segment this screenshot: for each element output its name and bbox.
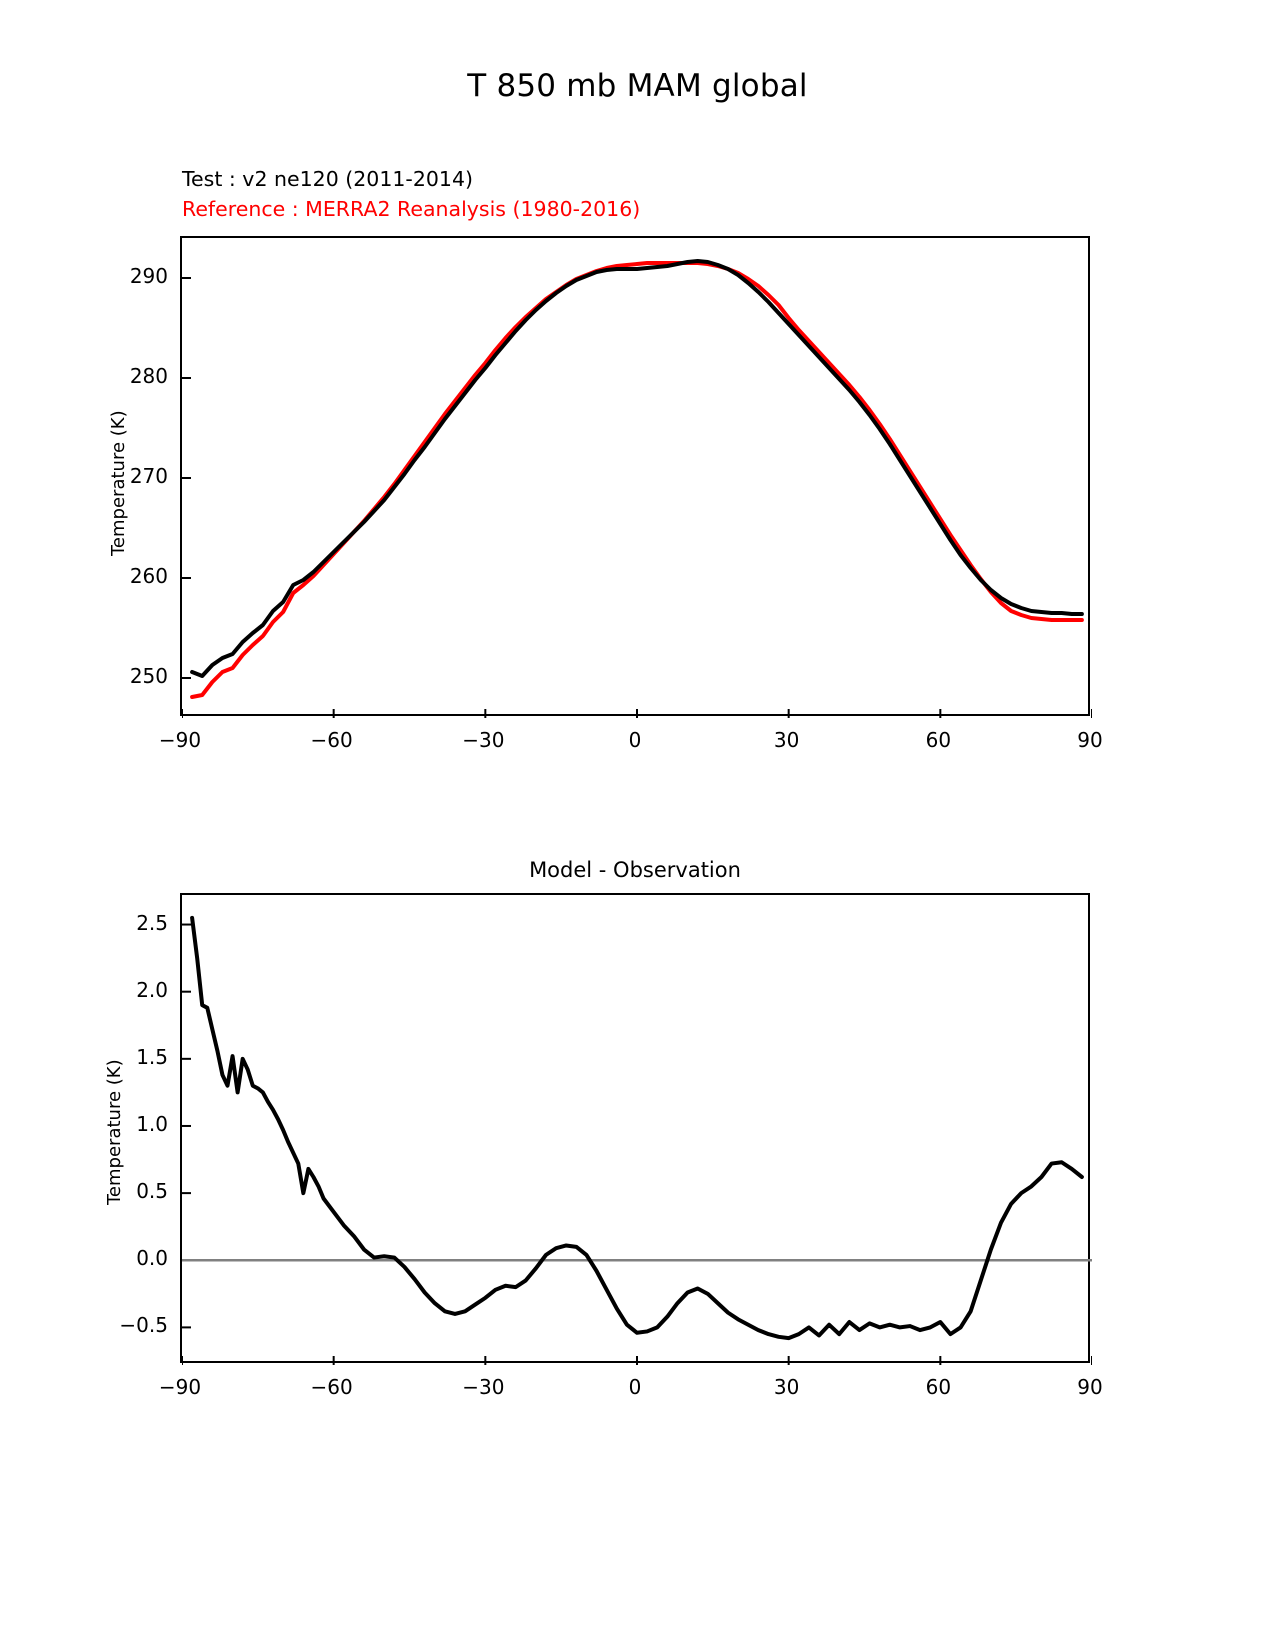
x-tick-label: −30 [462,1375,505,1399]
y-tick-label: 2.0 [136,977,168,1002]
y-tick-label: 290 [129,264,168,288]
top-panel-test-line [192,261,1082,676]
x-tick-label: −60 [310,1375,353,1399]
bottom-panel-chart [182,895,1092,1365]
y-tick-label: 250 [129,664,168,688]
top-panel-y-axis-label: Temperature (K) [108,410,129,556]
page-title: T 850 mb MAM global [467,68,808,104]
bottom-panel-difference-line [192,918,1082,1338]
y-tick-label: 260 [129,564,168,588]
bottom-panel-title: Model - Observation [529,858,741,882]
y-tick-label: 0.5 [136,1179,168,1204]
x-tick-label: −30 [462,728,505,752]
top-panel-reference-line [192,263,1082,697]
x-tick-label: 0 [628,1375,642,1399]
top-panel-plot-area [180,236,1090,716]
legend-reference-entry: Reference : MERRA2 Reanalysis (1980-2016) [182,196,641,221]
top-panel-tick-marks [182,278,1092,718]
y-tick-label: 1.5 [136,1044,168,1069]
x-tick-label: 60 [925,728,952,752]
x-tick-label: −90 [158,728,202,752]
top-panel-chart [182,238,1092,718]
y-tick-label: 270 [129,464,168,488]
x-tick-label: −90 [158,1375,202,1399]
y-tick-label: 2.5 [136,910,168,935]
bottom-panel-svg-holder [182,895,1088,1361]
top-panel-svg-holder [182,238,1088,714]
bottom-panel-tick-marks [182,925,1092,1365]
y-tick-label: 280 [129,364,168,388]
y-tick-label: −0.5 [119,1313,168,1338]
x-tick-label: 90 [1077,1375,1103,1399]
bottom-panel-y-axis-label: Temperature (K) [104,1059,125,1205]
x-tick-label: 30 [773,728,800,752]
x-tick-label: 30 [773,1375,800,1399]
x-tick-label: 60 [925,1375,952,1399]
y-tick-label: 0.0 [136,1246,168,1271]
legend-test-entry: Test : v2 ne120 (2011-2014) [182,167,473,191]
bottom-panel-plot-area [180,893,1090,1363]
x-tick-label: 90 [1077,728,1103,752]
y-tick-label: 1.0 [136,1111,168,1136]
x-tick-label: −60 [310,728,353,752]
x-tick-label: 0 [628,728,642,752]
legend [182,165,640,224]
